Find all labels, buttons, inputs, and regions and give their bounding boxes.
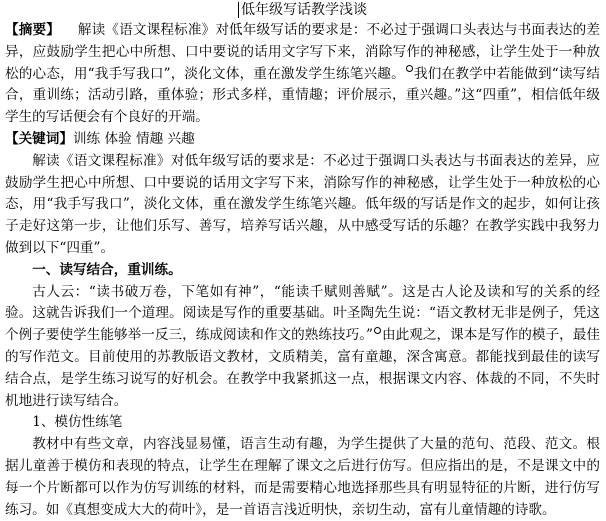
abstract-text: 解读《语文课程标准》对低年级写话的要求是：不必过于强调口头表达与书面表达的差异，应鼓励学生把心中所想、口中要说的话用文字写下来，消除写作的神秘感，让学生处于一种放松的心态，用“我手写我口”，淡化文体，重在激发学生练笔兴趣。	[5, 22, 600, 82]
abstract-label: 【摘要】	[5, 22, 60, 38]
section1-text-2: 由此观之，课本是写作的模子，最佳的写作范文。目前使用的苏教版语文教材，文质精美，富有童趣，深含寓意。都能找到最佳的读写结合点，是学生练习说写的好机会。在教学中我紧抓这一点，根据课文内容、体裁的不同，不失时机地进行读写结合。	[5, 327, 601, 409]
abstract-paragraph	[5, 20, 600, 129]
subsection1-paragraph: 教材中有些文章，内容浅显易懂，语言生动有趣，为学生提供了大量的范句、范段、范文。根据儿童善于模仿和表现的特点，让学生在理解了课文之后进行仿写。但应指出的是，不是课文中的每一个片断都可以作为仿写训练的材料，而是需要精心地选择那些具有明显特征的片断，进行仿写练习。如《真想变成大大的荷叶》，是一首语言浅近明快，亲切生动，富有儿童情趣的诗歌。	[5, 436, 600, 518]
title-text: 低年级写话教学浅谈	[238, 2, 367, 18]
section1-text: 古人云：“读书破万卷，下笔如有神”，“能读千赋则善赋”。这是古人论及读和写的关系的经验。这就告诉我们一个道理。阅读是写作的重要基础。叶圣陶先生说：“语文教材无非是例子，凭这个例子要使学生能够举一反三，练成阅读和作文的熟练技巧。”	[5, 283, 600, 344]
abstract-text-2: 我们在教学中若能做到“读写结合，重训练；活动引路，重体验；形式多样，重情趣；评价展示，重兴趣。”这“四重”，相信低年级学生的写话便会有个良好的开端。	[5, 65, 600, 126]
intro-paragraph: 解读《语文课程标准》对低年级写话的要求是：不必过于强调口头表达与书面表达的差异，应鼓励学生把心中所想、口中要说的话用文字写下来，消除写作的神秘感，让学生处于一种放松的心态，用“我手写我口”，淡化文体，重在激发学生练笔兴趣。低年级的写话是作文的起步，如何让孩子走好这第一步，让他们乐写、善写，培养写话兴趣，从中感受写话的乐趣？在教学实践中我努力做到以下“四重”。	[5, 152, 600, 256]
footnote-marker-icon	[374, 327, 381, 334]
subsection1-heading: 1、模仿性练笔	[32, 414, 123, 431]
footnote-marker-icon	[406, 65, 413, 72]
document-title	[5, 0, 600, 20]
section1-heading: 一、读写结合，重训练。	[32, 261, 182, 278]
keywords-label: 【关键词】	[5, 130, 73, 147]
keywords-paragraph	[5, 129, 600, 151]
keywords-text: 训练 体验 情趣 兴趣	[72, 130, 195, 147]
section1-paragraph	[5, 282, 600, 413]
